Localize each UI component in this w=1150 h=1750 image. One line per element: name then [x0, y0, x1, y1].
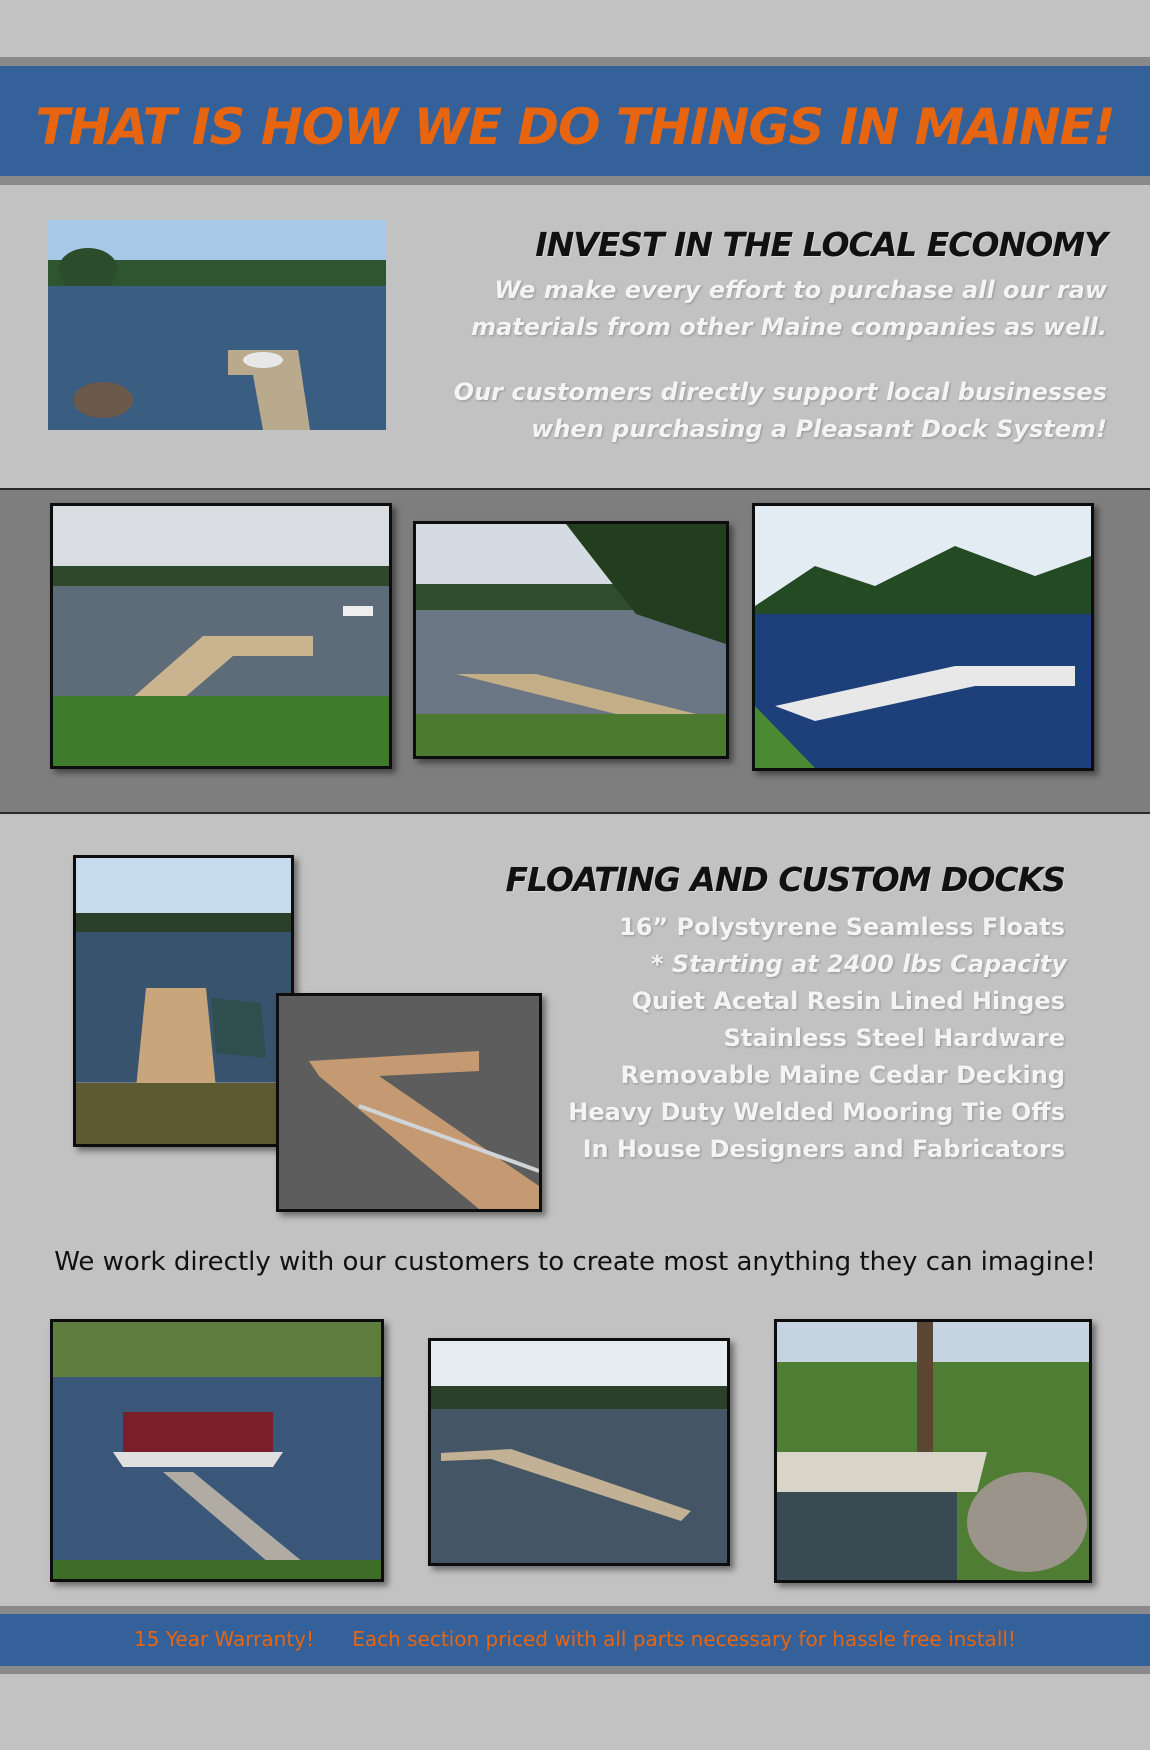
pontoon-dock-photo [50, 1319, 384, 1582]
feature-designers: In House Designers and Fabricators [582, 1135, 1065, 1163]
footer-spacer [314, 1627, 352, 1651]
feature-capacity: * Starting at 2400 lbs Capacity [651, 950, 1067, 978]
dock-photo-1 [50, 503, 392, 769]
feature-decking: Removable Maine Cedar Decking [620, 1061, 1065, 1089]
invest-text-line-1: We make every effort to purchase all our raw [494, 276, 1107, 304]
tagline: We work directly with our customers to create most anything they can imagine! [54, 1247, 1096, 1277]
dock-photo-2 [413, 521, 729, 759]
feature-hardware: Stainless Steel Hardware [723, 1024, 1065, 1052]
floating-heading: FLOATING AND CUSTOM DOCKS [505, 860, 1065, 899]
invest-text-line-3: Our customers directly support local businesses [453, 378, 1107, 406]
feature-floats: 16” Polystyrene Seamless Floats [619, 913, 1065, 941]
custom-dock-photo-1 [73, 855, 294, 1147]
footer-text [0, 1623, 1150, 1655]
footer-pricing: Each section priced with all parts necessary for hassle free install! [352, 1627, 1016, 1651]
invest-text-line-4: when purchasing a Pleasant Dock System! [531, 415, 1107, 443]
feature-tie-offs: Heavy Duty Welded Mooring Tie Offs [568, 1098, 1065, 1126]
invest-heading: INVEST IN THE LOCAL ECONOMY [535, 225, 1107, 264]
dock-photo-3 [752, 503, 1094, 771]
invest-text-line-2: materials from other Maine companies as well. [471, 313, 1107, 341]
straight-dock-photo [428, 1338, 730, 1566]
lake-dock-photo [48, 220, 386, 430]
page-title: THAT IS HOW WE DO THINGS IN MAINE! [35, 98, 1115, 156]
custom-dock-photo-2 [276, 993, 542, 1212]
rocky-shore-dock-photo [774, 1319, 1092, 1583]
feature-hinges: Quiet Acetal Resin Lined Hinges [631, 987, 1065, 1015]
footer-warranty: 15 Year Warranty! [134, 1627, 315, 1651]
